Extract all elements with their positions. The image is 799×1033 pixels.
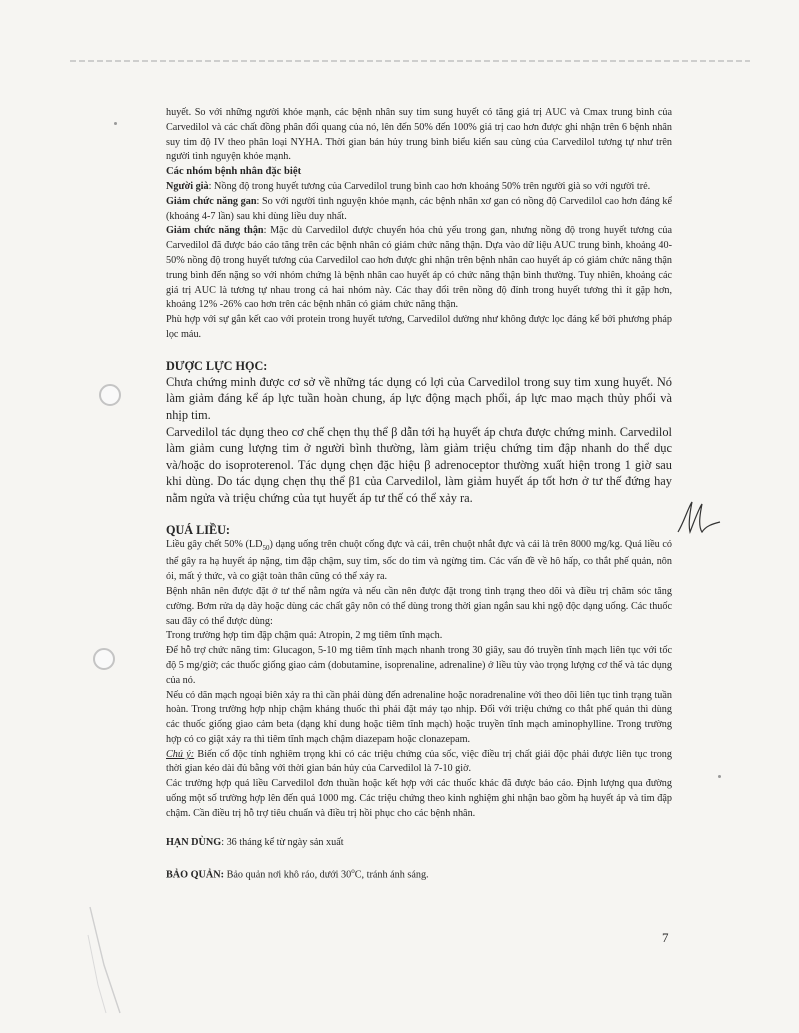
overdose-note bbox=[166, 748, 672, 778]
expiry-line bbox=[166, 836, 672, 851]
pharmacokinetics-continuation: huyết. So với những người khỏe mạnh, các bệnh nhân suy tim sung huyết có tăng giá trị AUC và Cmax trung bình của Carvedilol và các chất đồng phân đối quang của nó, lên đến 50% đến 100% giá trị cao hơn được ghi nhận trên 6 bệnh nhân suy tim độ IV theo phân loại NYHA. Thời gian bán hủy trung bình biểu kiến sau cùng của Carvedilol tương tự như trên người tình nguyện khỏe mạnh. bbox=[166, 107, 672, 163]
kidney-text: : Mặc dù Carvedilol được chuyển hóa chủ yếu trong gan, nhưng nồng độ trong huyết tương của Carvedilol đã được báo cáo tăng trên các bệnh nhân có giảm chức năng thận. Dựa vào dữ liệu AUC trung bình, khoảng 40-50% nồng độ trong huyết tương của Carvedilol cao hơn được ghi nhận trên bệnh nhân cao huyết áp có giảm chức năng thận trung bình đến nặng so với nhóm chứng là bệnh nhân cao huyết áp có chức năng thận bình thường. Tuy nhiên, khoảng các giá trị AUC là tương tự nhau trong cả hai nhóm này. Các thay đổi trên nồng độ đỉnh trong huyết tương thì ít gặp hơn, khoảng 12% -26% cao hơn trên các bệnh nhân có giảm chức năng thận. bbox=[166, 225, 672, 311]
expiry-text: : 36 tháng kể từ ngày sản xuất bbox=[221, 836, 344, 848]
liver-text: : So với người tình nguyện khỏe mạnh, các bệnh nhân xơ gan có nồng độ Carvedilol cao hơn đáng kể (khoảng 4-7 lần) sau khi dùng liều duy nhất. bbox=[166, 195, 673, 222]
elderly-label: Người già bbox=[166, 180, 209, 192]
overdose-paragraph-6: Các trường hợp quá liều Carvedilol đơn thuần hoặc kết hợp với các thuốc khác đã được báo cáo. Định lượng qua đường uống một số trường hợp lên đến quá 1000 mg. Các triệu chứng theo kinh nghiệm ghi nhận bao gồm hạ huyết áp và tim đập chậm. Cần điều trị hỗ trợ tiêu chuẩn và điều trị hồi phục cho các bệnh nhân. bbox=[166, 778, 672, 819]
note-label: Chú ý: bbox=[166, 748, 195, 760]
storage-line: BẢO QUẢN: Bảo quản nơi khô ráo, dưới 30$^o$C, tránh ánh sáng. bbox=[166, 867, 429, 881]
elderly-paragraph bbox=[166, 180, 672, 195]
pharmacodynamics-paragraph-1: Chưa chứng minh được cơ sở về những tác dụng có lợi của Carvedilol trong suy tim xung huyết. Nó làm giảm đáng kể áp lực tuần hoàn chung, áp lực động mạch phổi, áp lực mao mạch thủy phổi và nhịp tim. bbox=[166, 374, 672, 422]
elderly-text: : Nồng độ trong huyết tương của Carvedilol trung bình cao hơn khoảng 50% trên người già so với người trẻ. bbox=[208, 180, 651, 192]
fold-mark bbox=[86, 905, 126, 1015]
protein-binding-paragraph: Phù hợp với sự gắn kết cao với protein trong huyết tương, Carvedilol dường như không được lọc đáng kể bởi phương pháp lọc máu. bbox=[166, 314, 672, 340]
overdose-paragraph-3: Trong trường hợp tim đập chậm quá: Atropin, 2 mg tiêm tĩnh mạch. bbox=[166, 630, 443, 642]
kidney-label: Giảm chức năng thận bbox=[166, 225, 264, 237]
overdose-heading: QUÁ LIỀU: bbox=[166, 522, 230, 537]
storage-label: BẢO QUẢN: bbox=[166, 869, 225, 881]
overdose-paragraph-4: Để hỗ trợ chức năng tim: Glucagon, 5-10 mg tiêm tĩnh mạch nhanh trong 30 giây, sau đó truyền tĩnh mạch liên tục với tốc độ 5 mg/giờ; các thuốc giống giao cảm (dobutamine, isoprenaline, adrenaline) ở liều tùy vào trọng lượng cơ thể và tác dụng của nó. bbox=[166, 645, 672, 686]
kidney-paragraph bbox=[166, 224, 672, 313]
scan-artifact-line bbox=[70, 60, 750, 62]
note-text: Biến cố độc tính nghiêm trọng khi có các triệu chứng của sốc, việc điều trị chất giải độc phải được liên tục trong thời gian kéo dài đủ bằng với thời gian bán hủy của Carvedilol là 7-10 giờ. bbox=[166, 748, 672, 775]
overdose-paragraph-5: Nếu có dãn mạch ngoại biên xảy ra thì cần phải dùng đến adrenaline hoặc noradrenaline với theo dõi liên tục tình trạng tuần hoàn. Trong trường hợp nhịp chậm kháng thuốc thì phải đặt máy tạo nhịp. Đối với triệu chứng co thắt phế quản thì dùng các thuốc giống giao cảm beta (dạng khí dung hoặc tiêm tĩnh mạch) hoặc truyền tĩnh mạch aminophylline. Trong trường hợp có co giật xảy ra thì tiêm tĩnh mạch chậm diazepam hoặc clonazepam. bbox=[166, 689, 672, 745]
special-groups-heading: Các nhóm bệnh nhân đặc biệt bbox=[166, 166, 302, 178]
overdose-paragraph-2: Bệnh nhân nên được đặt ở tư thế nằm ngửa và nếu cần nên được đặt trong tình trạng theo dõi và điều trị chăm sóc tăng cường. Bơm rửa dạ dày hoặc dùng các chất gây nôn có thể dùng trong thời gian ngắn sau khi ngộ độc dạng uống. Các thuốc sau đây có thể được dùng: bbox=[166, 585, 672, 627]
liver-label: Giảm chức năng gan bbox=[166, 195, 257, 207]
liver-paragraph bbox=[166, 195, 672, 225]
punch-hole bbox=[99, 384, 121, 406]
document-body bbox=[166, 106, 672, 884]
handwritten-initials bbox=[676, 498, 724, 538]
scan-speck bbox=[114, 122, 117, 125]
pharmacodynamics-paragraph-2: Carvedilol tác dụng theo cơ chế chẹn thụ thể β dẫn tới hạ huyết áp chưa được chứng minh. Carvedilol làm giảm cung lượng tim ở người bình thường, làm giảm triệu chứng tim đập nhanh do thể dục và/hoặc do isoproterenol. Tác dụng chẹn đặc hiệu β adrenoceptor thường xuất hiện trong 1 giờ sau khi dùng. Do tác dụng chẹn thụ thể β1 của Carvedilol, làm giảm huyết áp tốt hơn ở tư thế đứng hay nằm ngửa và triệu chứng của tụt huyết áp tư thế có thể xảy ra. bbox=[166, 424, 672, 505]
page-number: 7 bbox=[662, 930, 669, 945]
expiry-label: HẠN DÙNG bbox=[166, 836, 222, 848]
punch-hole bbox=[93, 648, 115, 670]
pharmacodynamics-heading: DƯỢC LỰC HỌC: bbox=[166, 358, 268, 373]
scan-speck bbox=[718, 775, 721, 778]
overdose-paragraph-1: Liều gây chết 50% $(LD_{50})$ dạng uống trên chuột cống đực và cái, trên chuột nhắt đực và cái là trên 8000 mg/kg. Quá liều có thể gây ra hạ huyết áp nặng, tim đập chậm, suy tim, sốc do tim và ngừng tim. Các vấn đề về hô hấp, co thắt phế quản, nôn ói, mất ý thức, và co giật toàn thân cũng có thể xảy ra. bbox=[166, 538, 672, 583]
